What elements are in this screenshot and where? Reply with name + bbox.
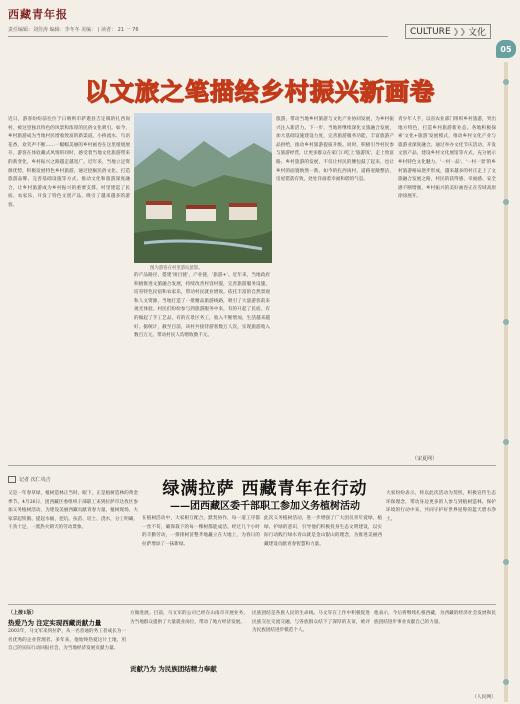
article2-byline xyxy=(8,476,51,483)
header-rule xyxy=(8,36,388,37)
article2-column-3: 此次义务植树活动，进一步增强了广大团员青年爱绿、植绿、护绿的意识，引导他们积极投身生态文明建设，以实际行动践行绿水青山就是金山银山的理念，为推进美丽西藏建设贡献青春智慧和力量。 xyxy=(264,516,382,547)
section-label-cn: 文化 xyxy=(468,28,487,38)
article1-column-4: 青少年人手，以省农业部门组织乡村旅游，突出地方特色，打造乡村旅游新业态。各地积极探索'文化+旅游'发展模式，推动乡村文化产业与旅游业深度融合。通过举办文化节庆活动、开发文创产品、建设乡村文化展馆等方式，充分展示乡村特色文化魅力。'一村一品'、'一村一景'的乡村旅游格局逐步形成，越来越多的村庄走上了文旅融合发展之路，村民的获得感、幸福感、安全感不断增强，乡村振兴的美好画卷正在雪域高原徐徐展开。 xyxy=(398,117,496,200)
double-arrow-icon: ❯❯ xyxy=(452,27,467,36)
reporter-icon xyxy=(8,476,16,483)
article1-column-1: 近日，游客纷纷前往位于日喀则市萨迦县吉定镇的扎西岗村，被这里独具特色的风景和浓厚的民俗文化吸引。如今，乡村旅游成为当地村民增收致富的新渠道。小桥流水、鸟语花香、欢笑声不断……一幅幅美丽的乡村画卷在这里缓缓展开，游客在体验藏式风情的同时，感受着当地文化旅游带来的新变化，乡村振兴之路越走越宽广。近年来，当地立足资源优势，积极发展特色乡村旅游，通过挖掘民俗文化、打造旅游品牌、完善基础设施等方式，推动文化和旅游深度融合，让乡村旅游成为乡村振兴的重要支撑。村里建起了民宿、农家乐，开发了特色文创产品，吸引了越来越多的游客。 xyxy=(8,117,130,208)
bottom-subhead-1: 热爱乃为 注定实现西藏贡献力量 xyxy=(8,619,102,627)
bottom-divider xyxy=(8,604,496,605)
article1-source: （宋夏网） xyxy=(412,456,438,462)
section-label-en: CULTURE xyxy=(409,26,451,37)
bottom-column-2: 方做进展。目前，马文军的公司已经在山南市开展业务，为当地群众提供了大量就业岗位，带动了地方经济发展。 xyxy=(130,611,248,625)
landscape-image xyxy=(134,113,272,263)
editor-meta-line: 责任编辑：刘佳涛 编辑：李冬冬 美编： | 读者： 21 一 76 xyxy=(8,27,139,33)
article2-column-1: 又是一年春草绿，植树造林正当时。眼下，正是植树造林的黄金季节。4月26日，团西藏区委组织干部职工来到拉萨市达孜区参加义务植树活动，为建设美丽西藏贡献青春力量。植树现场，大家拿起铁锹、提起水桶，挖坑、扶苗、培土、浇水，分工明确，干劲十足，一派热火朝天的劳动景象。 xyxy=(8,491,138,531)
bottom-column-4: 他表示，今后将继续扎根西藏，为西藏的经济社会发展和民族团结进步事业贡献自己的力量。 xyxy=(374,611,496,625)
bottom-column-3: 民族团结是各族人民的生命线。马文军在工作中积极促进民族交往交流交融，与各族群众结下了深厚的友谊，被评为民族团结进步模范个人。 xyxy=(252,611,370,634)
article-headline: 以文旅之笔描绘乡村振兴新画卷 xyxy=(85,78,435,106)
masthead: 西藏青年报 xyxy=(8,8,68,21)
side-decoration-icon xyxy=(500,62,512,702)
continued-label: （上接1版） xyxy=(8,610,37,616)
section-divider xyxy=(8,465,496,466)
article1-column-3: 旅游，带动当地乡村旅游与文化产业协同发展，为乡村振兴注入新活力。下一步，当地将继续深化文旅融合发展，加大基础设施建设力度，完善旅游服务功能，丰富旅游产品供给，推动乡村旅游提质升级。同时，积极引导村民参与旅游经营，让更多群众在家门口吃上'旅游饭'，走上致富路。乡村旅游的发展，不仅让村民的腰包鼓了起来，也让乡村的面貌焕然一新。如今的扎西岗村，道路宽敞整洁，房屋错落有致，处处洋溢着幸福和谐的气息。 xyxy=(276,117,394,183)
article2-column-2: 在植树活动中，大家相互配合、默契协作，每一道工序都一丝不苟，确保栽下的每一棵树都能成活。经过几个小时的辛勤劳动，一排排树苗整齐地矗立在大地上，为春日的拉萨增添了一抹新绿。 xyxy=(142,516,260,547)
page-number-badge: 05 xyxy=(496,40,516,58)
section-label xyxy=(405,24,491,39)
article-photo xyxy=(134,113,272,263)
bottom-column-1: 2003年，马文军来到拉萨，从一名普通的务工者成长为一名优秀的企业管理者。多年来，他始终热爱这片土地，用自己的实际行动回报社会，为当地经济发展贡献力量。 xyxy=(8,629,126,652)
article2-byline-text: 记者 次仁央吉 xyxy=(19,477,51,483)
bottom-source: （人民网） xyxy=(472,695,496,700)
bottom-subhead-2: 贡献乃为 为民族团结精力奉献 xyxy=(130,665,217,673)
bottom-column-2b xyxy=(130,674,248,702)
photo-caption: 图为游客在村里游玩留影。 xyxy=(150,266,203,271)
article1-column-2: 的产品路径，搭建'项目链'，产业链，'旅游+'。近年来，当地政府积极推进文旅融合发展，持续改善村容村貌，完善旅游服务设施，培育特色民宿和农家乐，带动村民就业增收。依托丰富的自然景观和人文资源，当地打造了一批精品旅游线路，吸引了大量游客前来观光体验。村民们纷纷参与到旅游服务中来，有的开起了民宿，有的做起了手工艺品，有的在景区务工，收入不断增加，生活越来越好。据统计，截至目前，该村共接待游客数万人次，实现旅游收入数百万元，带动村民人均增收数千元。 xyxy=(134,273,270,339)
article2-headline: 绿满拉萨 西藏青年在行动 xyxy=(162,479,368,499)
article2-column-4: 大家纷纷表示，将以此次活动为契机，积极宣传生态环保理念，带动身边更多的人参与到植树造林、保护环境的行动中来，共同守护好世界屋脊的蓝天碧水净土。 xyxy=(386,491,496,522)
article2-subheadline: ——团西藏区委千部职工参加义务植树活动 xyxy=(170,501,360,512)
